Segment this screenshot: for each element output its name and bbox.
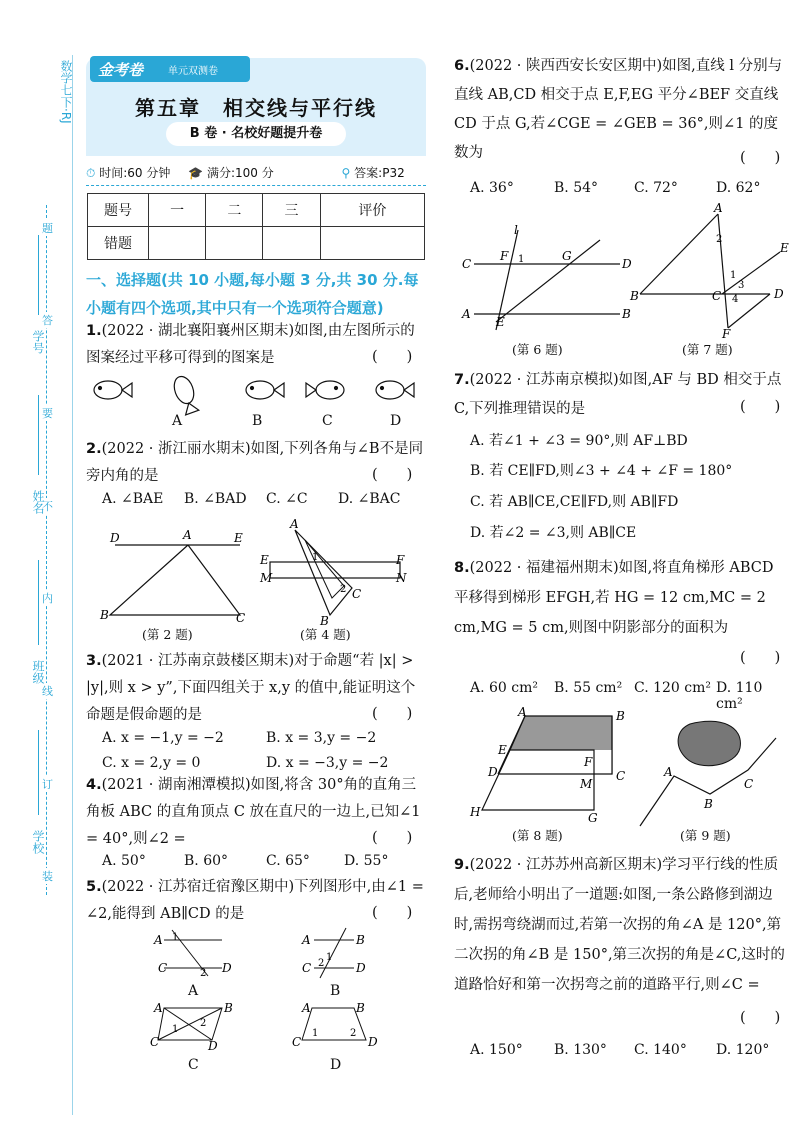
svg-text:F: F xyxy=(584,755,593,769)
cut-mark: 内 xyxy=(42,592,53,605)
svg-text:C: C xyxy=(712,289,722,303)
score-table-cell: 二 xyxy=(206,194,263,227)
class-field: 班级 xyxy=(31,660,45,684)
option[interactable]: B. 60° xyxy=(184,853,229,869)
svg-text:C: C xyxy=(462,257,472,271)
cut-mark: 题 xyxy=(42,222,53,235)
option[interactable]: C. 140° xyxy=(634,1042,687,1058)
option[interactable]: A xyxy=(188,983,199,999)
svg-text:C: C xyxy=(236,611,246,625)
svg-text:2: 2 xyxy=(340,584,347,595)
option[interactable]: D. ∠BAC xyxy=(338,491,401,507)
svg-text:B: B xyxy=(100,608,109,622)
chapter-title: 第五章 相交线与平行线 xyxy=(135,96,377,120)
option[interactable]: B xyxy=(330,983,341,999)
option[interactable]: B. ∠BAD xyxy=(184,491,247,507)
option[interactable]: B. 若 CE∥FD,则∠3 + ∠4 + ∠F = 180° xyxy=(470,463,733,479)
svg-text:4: 4 xyxy=(732,294,739,305)
svg-text:B: B xyxy=(224,1001,233,1015)
option[interactable]: A. x = −1,y = −2 xyxy=(102,730,224,746)
figure-q7 xyxy=(630,201,790,341)
svg-text:3: 3 xyxy=(738,280,745,291)
name-field: 姓名 xyxy=(31,490,45,514)
question-number: 4. xyxy=(86,777,102,793)
question-number: 2. xyxy=(86,441,102,457)
question-number: 1. xyxy=(86,323,102,339)
svg-text:D: D xyxy=(222,961,232,975)
answer-paren[interactable]: ( ) xyxy=(372,905,413,921)
paper-title: B 卷 · 名校好题提升卷 xyxy=(166,122,346,146)
svg-text:G: G xyxy=(588,811,598,825)
svg-text:A: A xyxy=(290,517,299,531)
answer-paren[interactable]: ( ) xyxy=(740,150,781,166)
name-blank xyxy=(38,395,39,475)
score-table-cell[interactable] xyxy=(206,227,263,260)
clock-icon: ⏱ xyxy=(86,166,96,180)
info-divider xyxy=(86,185,426,186)
margin-rule xyxy=(72,55,73,1115)
svg-text:A: A xyxy=(302,1001,311,1015)
brand-name: 金考卷 xyxy=(98,61,144,79)
fish-icon xyxy=(376,381,414,399)
time-label: 时间:60 分钟 xyxy=(99,166,171,180)
brand-tag: 单元双测卷 xyxy=(168,66,218,77)
svg-text:B: B xyxy=(622,307,631,321)
svg-text:N: N xyxy=(396,571,407,585)
answer-paren[interactable]: ( ) xyxy=(372,706,413,722)
option[interactable]: A. 150° xyxy=(470,1042,523,1058)
answer-paren[interactable]: ( ) xyxy=(372,349,413,365)
svg-text:E: E xyxy=(260,553,269,567)
svg-text:M: M xyxy=(580,777,593,791)
svg-text:E: E xyxy=(496,315,505,329)
svg-text:A: A xyxy=(714,201,723,215)
svg-text:F: F xyxy=(500,249,509,263)
svg-text:A: A xyxy=(518,705,527,719)
answer-paren[interactable]: ( ) xyxy=(372,830,413,846)
fish-icon xyxy=(306,381,344,399)
option[interactable]: C. 72° xyxy=(634,180,678,196)
svg-text:G: G xyxy=(562,249,572,263)
question-text: (2022 · 江苏南京模拟)如图,AF 与 BD 相交于点 C,下列推理错误的是 xyxy=(454,372,782,417)
option[interactable]: C xyxy=(188,1057,199,1073)
svg-text:C: C xyxy=(616,769,626,783)
figure-caption: (第 4 题) xyxy=(300,627,351,642)
svg-text:F: F xyxy=(396,553,405,567)
option[interactable]: B. x = 3,y = −2 xyxy=(266,730,377,746)
score-table-cell: 评价 xyxy=(320,194,424,227)
svg-text:B: B xyxy=(320,614,329,628)
question-number: 8. xyxy=(454,560,470,576)
option[interactable]: B. 54° xyxy=(554,180,599,196)
option[interactable]: C xyxy=(322,413,333,429)
svg-text:D: D xyxy=(622,257,632,271)
cut-mark: 订 xyxy=(42,778,53,791)
figure-q8 xyxy=(470,705,630,825)
cut-mark: 要 xyxy=(42,407,53,420)
answer-paren[interactable]: ( ) xyxy=(740,399,781,415)
svg-text:B: B xyxy=(704,797,713,811)
option[interactable]: D. 62° xyxy=(716,180,761,196)
question-text: (2022 · 江苏苏州高新区期末)学习平行线的性质后,老师给小明出了一道题:如图,一条公路修到湖边时,需拐弯绕湖而过,若第一次拐的角∠A 是 120°,第二次拐的角∠B 是 150°,第三次拐的角是∠C,这时的道路恰好和第一次拐弯之前的道路平行,则∠C = xyxy=(454,857,785,993)
option[interactable]: D. 120° xyxy=(716,1042,770,1058)
option[interactable]: A. ∠BAE xyxy=(102,491,164,507)
svg-text:C: C xyxy=(158,961,168,975)
figure-q9 xyxy=(640,716,780,816)
class-blank xyxy=(38,560,39,645)
question-7 xyxy=(454,366,788,424)
fish-icon xyxy=(171,374,201,416)
option[interactable]: C. 120 cm² xyxy=(634,680,712,696)
svg-text:1: 1 xyxy=(312,552,319,563)
svg-text:D: D xyxy=(368,1035,378,1049)
question-number: 9. xyxy=(454,857,470,873)
svg-text:C: C xyxy=(292,1035,302,1049)
section-title: 一、选择题(共 10 小题,每小题 3 分,共 30 分.每小题有四个选项,其中只有一个选项符合题意) xyxy=(86,271,419,317)
svg-text:A: A xyxy=(154,1001,163,1015)
svg-text:H: H xyxy=(470,805,481,819)
question-text: (2021 · 湖南湘潭模拟)如图,将含 30°角的直角三角板 ABC 的直角顶点 C 放在直尺的一边上,已知∠1 = 40°,则∠2 = xyxy=(86,777,421,847)
question-9 xyxy=(454,850,788,1000)
svg-text:l: l xyxy=(514,223,518,237)
option[interactable]: D xyxy=(330,1057,342,1073)
figure-caption: (第 2 题) xyxy=(142,627,193,642)
svg-text:2: 2 xyxy=(200,1018,207,1029)
question-text: (2022 · 浙江丽水期末)如图,下列各角与∠B不是同旁内角的是 xyxy=(86,441,424,484)
svg-text:B: B xyxy=(356,1001,365,1015)
option[interactable]: D xyxy=(390,413,402,429)
option[interactable]: D. 55° xyxy=(344,853,389,869)
question-text: (2022 · 湖北襄阳襄州区期末)如图,由左图所示的图案经过平移可得到的图案是 xyxy=(86,323,415,366)
svg-text:2: 2 xyxy=(318,958,325,969)
question-6 xyxy=(454,52,788,168)
option[interactable]: A xyxy=(172,413,183,429)
cut-mark: 线 xyxy=(42,685,53,698)
question-number: 5. xyxy=(86,879,102,895)
option[interactable]: C. 65° xyxy=(266,853,310,869)
option[interactable]: A. 60 cm² xyxy=(470,680,539,696)
svg-text:F: F xyxy=(722,327,731,341)
question-number: 7. xyxy=(454,372,470,388)
cut-mark: 装 xyxy=(42,870,53,883)
svg-text:C: C xyxy=(302,961,312,975)
svg-text:2: 2 xyxy=(350,1028,357,1039)
svg-text:E: E xyxy=(780,241,789,255)
svg-text:A: A xyxy=(183,528,192,542)
svg-text:D: D xyxy=(488,765,498,779)
student-id-field: 学号 xyxy=(31,330,45,354)
svg-text:1: 1 xyxy=(518,254,525,265)
question-text: (2022 · 陕西西安长安区期中)如图,直线 l 分别与直线 AB,CD 相交于点 E,F,EG 平分∠BEF 交直线 CD 于点 G,若∠CGE = ∠GEB = 36°,则∠1 的度数为 xyxy=(454,58,783,161)
svg-text:1: 1 xyxy=(312,1028,319,1039)
answer-paren[interactable]: ( ) xyxy=(372,467,413,483)
svg-text:C: C xyxy=(352,587,362,601)
score-table-cell: 三 xyxy=(263,194,320,227)
question-text: (2022 · 江苏宿迁宿豫区期中)下列图形中,由∠1 = ∠2,能得到 AB∥CD 的是 xyxy=(86,879,424,922)
cut-mark: 不 xyxy=(42,500,53,513)
question-text: (2022 · 福建福州期末)如图,将直角梯形 ABCD 平移得到梯形 EFGH,若 HG = 12 cm,MC = 2 cm,MG = 5 cm,则图中阴影部分的面积为 xyxy=(454,560,774,636)
svg-text:E: E xyxy=(234,531,243,545)
fish-icon xyxy=(94,381,132,399)
school-field: 学校 xyxy=(31,830,45,854)
option[interactable]: C. 若 AB∥CE,CE∥FD,则 AB∥FD xyxy=(470,494,679,510)
option[interactable]: D. 110 cm² xyxy=(716,680,763,712)
option[interactable]: C. x = 2,y = 0 xyxy=(102,755,201,771)
svg-text:A: A xyxy=(462,307,471,321)
score-table-cell[interactable] xyxy=(263,227,320,260)
score-table xyxy=(87,193,425,260)
svg-text:B: B xyxy=(616,709,625,723)
question-number: 6. xyxy=(454,58,470,74)
option[interactable]: B xyxy=(252,413,263,429)
option[interactable]: C. ∠C xyxy=(266,491,308,507)
series-label: 数学七下·RJ xyxy=(59,60,73,124)
option[interactable]: B. 55 cm² xyxy=(554,680,623,696)
brand-logo xyxy=(90,56,250,82)
figure-caption: (第 7 题) xyxy=(682,342,733,357)
search-icon: ⚲ xyxy=(341,166,351,180)
option[interactable]: D. x = −3,y = −2 xyxy=(266,755,389,771)
svg-text:M: M xyxy=(260,571,273,585)
figure-q6 xyxy=(460,222,630,332)
score-table-cell[interactable] xyxy=(149,227,206,260)
svg-text:E: E xyxy=(498,743,507,757)
svg-text:1: 1 xyxy=(730,270,737,281)
figure-caption: (第 8 题) xyxy=(512,828,563,843)
option[interactable]: A. 36° xyxy=(470,180,514,196)
option[interactable]: D. 若∠2 = ∠3,则 AB∥CE xyxy=(470,525,637,541)
question-number: 3. xyxy=(86,653,102,669)
answer-paren[interactable]: ( ) xyxy=(740,650,781,666)
svg-text:D: D xyxy=(208,1039,218,1053)
fish-icon xyxy=(246,381,284,399)
svg-text:D: D xyxy=(774,287,784,301)
svg-text:1: 1 xyxy=(172,1024,179,1035)
svg-text:A: A xyxy=(664,765,673,779)
question-8 xyxy=(454,553,788,643)
svg-text:C: C xyxy=(744,777,754,791)
svg-text:2: 2 xyxy=(716,234,723,245)
option[interactable]: A. 50° xyxy=(102,853,146,869)
student-id-blank xyxy=(38,235,39,315)
info-bar xyxy=(86,164,426,181)
figure-caption: (第 9 题) xyxy=(680,828,731,843)
svg-text:A: A xyxy=(302,933,311,947)
figure-q2 xyxy=(100,525,260,625)
answer-paren[interactable]: ( ) xyxy=(740,1010,781,1026)
figure-caption: (第 6 题) xyxy=(512,342,563,357)
svg-text:A: A xyxy=(154,933,163,947)
svg-text:B: B xyxy=(630,289,639,303)
svg-text:C: C xyxy=(150,1035,160,1049)
svg-text:B: B xyxy=(356,933,365,947)
figure-q4 xyxy=(260,517,410,630)
svg-text:2: 2 xyxy=(200,968,207,979)
svg-text:1: 1 xyxy=(172,932,179,943)
svg-text:D: D xyxy=(110,531,120,545)
score-table-cell[interactable] xyxy=(320,227,424,260)
question-text: (2021 · 江苏南京鼓楼区期末)对于命题“若 |x| > |y|,则 x > y”,下面四组关于 x,y 的值中,能证明这个命题是假命题的是 xyxy=(86,653,416,723)
score-table-cell: 一 xyxy=(149,194,206,227)
svg-text:1: 1 xyxy=(326,952,333,963)
score-label: 满分:100 分 xyxy=(206,166,274,180)
score-table-cell: 错题 xyxy=(88,227,149,260)
option[interactable]: A. 若∠1 + ∠3 = 90°,则 AF⊥BD xyxy=(470,433,688,449)
cap-icon: 🎓 xyxy=(188,166,204,180)
cut-mark: 答 xyxy=(42,314,53,327)
answer-label: 答案:P32 xyxy=(354,166,405,180)
svg-text:D: D xyxy=(356,961,366,975)
score-table-cell: 题号 xyxy=(88,194,149,227)
school-blank xyxy=(38,730,39,815)
option[interactable]: B. 130° xyxy=(554,1042,607,1058)
